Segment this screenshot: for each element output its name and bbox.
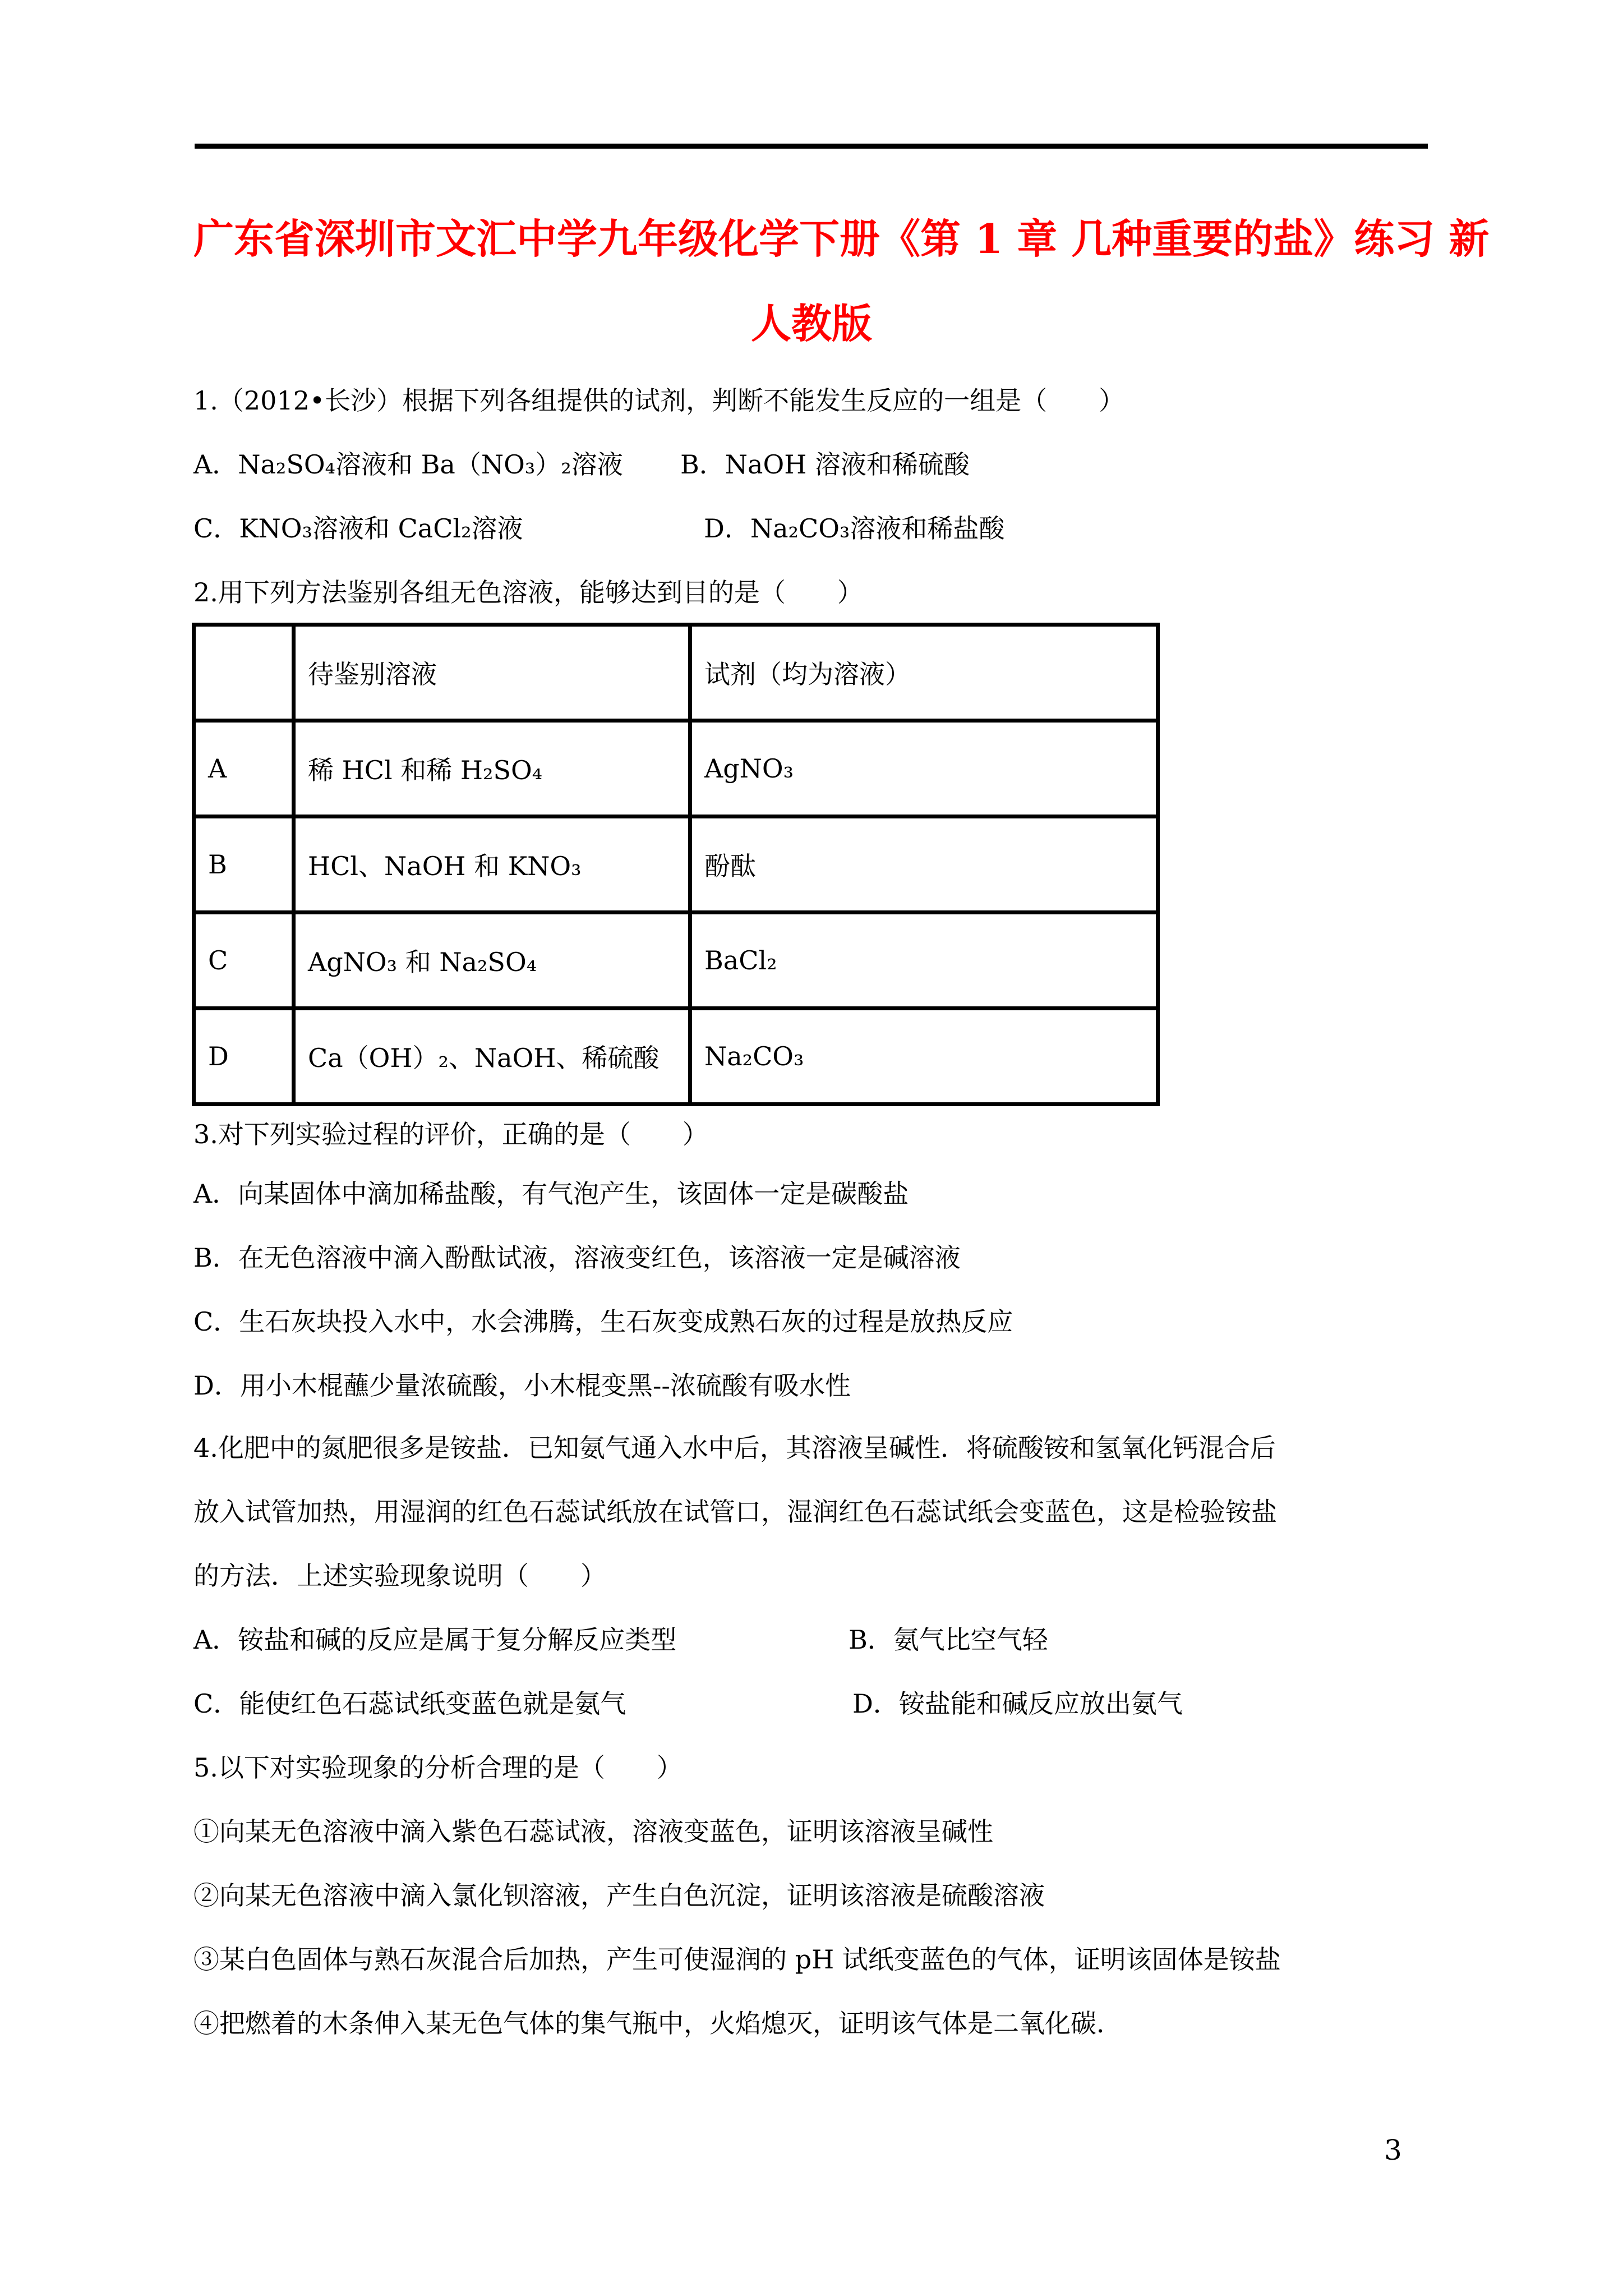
question-4-option-c: C．能使红色石蕊试纸变蓝色就是氨气 xyxy=(193,1688,626,1719)
question-1-option-b: B．NaOH 溶液和稀硫酸 xyxy=(680,449,970,480)
table-row-c-solutions: AgNO₃ 和 Na₂SO₄ xyxy=(294,913,690,1009)
question-1-options-row-1 xyxy=(193,450,970,479)
table-header-cell-solutions: 待鉴别溶液 xyxy=(294,625,690,721)
table-row-d-solutions: Ca（OH）₂、NaOH、稀硫酸 xyxy=(294,1009,690,1105)
question-5-item-4: ④把燃着的木条伸入某无色气体的集气瓶中，火焰熄灭，证明该气体是二氧化碳． xyxy=(193,2008,1122,2039)
question-4-stem-line-1: 4.化肥中的氮肥很多是铵盐．已知氨气通入水中后，其溶液呈碱性．将硫酸铵和氢氧化钙混合后 xyxy=(193,1433,1276,1463)
table-row-b-reagent: 酚酞 xyxy=(690,817,1158,913)
question-1-option-c: C．KNO₃溶液和 CaCl₂溶液 xyxy=(193,513,523,544)
question-4-options-row-2 xyxy=(193,1690,1183,1718)
question-5-item-3: ③某白色固体与熟石灰混合后加热，产生可使湿润的 pH 试纸变蓝色的气体，证明该固体是铵盐 xyxy=(193,1944,1281,1975)
identification-table xyxy=(192,623,1160,1106)
question-3-stem: 3.对下列实验过程的评价，正确的是（ ） xyxy=(193,1119,708,1149)
document-title-line-1: 广东省深圳市文汇中学九年级化学下册《第 1 章 几种重要的盐》练习 新 xyxy=(193,215,1490,263)
table-row-c xyxy=(194,913,1158,1009)
table-row-a-solutions: 稀 HCl 和稀 H₂SO₄ xyxy=(294,721,690,817)
question-3-option-b: B．在无色溶液中滴入酚酞试液，溶液变红色，该溶液一定是碱溶液 xyxy=(193,1243,961,1273)
table-header-row xyxy=(194,625,1158,721)
table-header-cell-empty xyxy=(194,625,294,721)
question-1-option-d: D．Na₂CO₃溶液和稀盐酸 xyxy=(704,513,1005,544)
table-row-b-solutions: HCl、NaOH 和 KNO₃ xyxy=(294,817,690,913)
table-row-a xyxy=(194,721,1158,817)
table-row-d-label: D xyxy=(194,1009,294,1105)
question-3-option-d: D．用小木棍蘸少量浓硫酸，小木棍变黑--浓硫酸有吸水性 xyxy=(193,1370,851,1401)
table-row-d-reagent: Na₂CO₃ xyxy=(690,1009,1158,1105)
question-4-stem-line-2: 放入试管加热，用湿润的红色石蕊试纸放在试管口，湿润红色石蕊试纸会变蓝色，这是检验铵盐 xyxy=(193,1497,1277,1527)
table-row-d xyxy=(194,1009,1158,1105)
question-4-stem-line-3: 的方法．上述实验现象说明（ ） xyxy=(193,1561,606,1591)
question-3-option-c: C．生石灰块投入水中，水会沸腾，生石灰变成熟石灰的过程是放热反应 xyxy=(193,1306,1013,1337)
page-number: 3 xyxy=(1384,2134,1402,2166)
header-rule xyxy=(195,144,1428,149)
table-row-b-label: B xyxy=(194,817,294,913)
table-row-a-label: A xyxy=(194,721,294,817)
question-1-option-a: A．Na₂SO₄溶液和 Ba（NO₃）₂溶液 xyxy=(193,449,623,480)
table-row-c-label: C xyxy=(194,913,294,1009)
question-4-option-b: B．氨气比空气轻 xyxy=(849,1625,1048,1655)
question-1-stem: 1.（2012•长沙）根据下列各组提供的试剂，判断不能发生反应的一组是（ ） xyxy=(193,385,1125,416)
question-2-stem: 2.用下列方法鉴别各组无色溶液，能够达到目的是（ ） xyxy=(193,577,863,608)
question-5-stem: 5.以下对实验现象的分析合理的是（ ） xyxy=(193,1752,683,1783)
question-1-options-row-2 xyxy=(193,514,1004,543)
table-row-a-reagent: AgNO₃ xyxy=(690,721,1158,817)
question-3-option-a: A．向某固体中滴加稀盐酸，有气泡产生，该固体一定是碳酸盐 xyxy=(193,1179,909,1209)
question-5-item-1: ①向某无色溶液中滴入紫色石蕊试液，溶液变蓝色，证明该溶液呈碱性 xyxy=(193,1816,993,1847)
table-header-cell-reagent: 试剂（均为溶液） xyxy=(690,625,1158,721)
question-4-option-a: A．铵盐和碱的反应是属于复分解反应类型 xyxy=(193,1625,677,1655)
table-row-c-reagent: BaCl₂ xyxy=(690,913,1158,1009)
question-5-item-2: ②向某无色溶液中滴入氯化钡溶液，产生白色沉淀，证明该溶液是硫酸溶液 xyxy=(193,1880,1045,1911)
question-4-options-row-1 xyxy=(193,1626,1048,1654)
question-4-option-d: D．铵盐能和碱反应放出氨气 xyxy=(852,1688,1183,1719)
document-title-line-2: 人教版 xyxy=(750,300,872,347)
table-row-b xyxy=(194,817,1158,913)
